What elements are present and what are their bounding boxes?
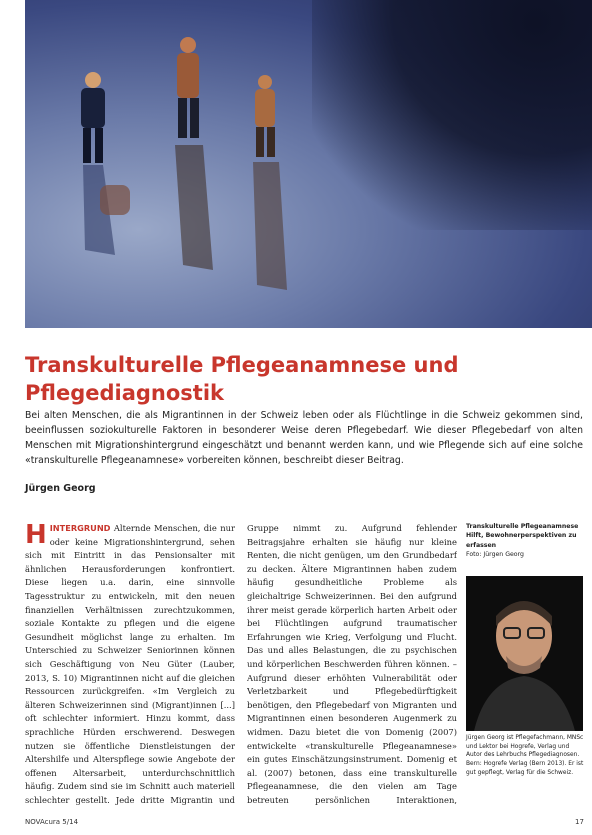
body-column-2 (247, 522, 457, 808)
dropcap: H (25, 522, 47, 550)
portrait-caption: Jürgen Georg ist Pflegefachmann, MNSc und Lektor bei Hogrefe, Verlag und Autor des Lehrbuchs Pflegediagnosen. Bern: Hogrefe Verlag (Bern 2013). Er ist gut gepflegt, Verlag für die Schweiz. (466, 735, 584, 776)
figurine-middle (175, 37, 213, 270)
image-caption (466, 522, 584, 559)
page-number: 17 (575, 818, 584, 826)
figurine-left (81, 72, 130, 255)
section-kicker: INTERGRUND (49, 523, 111, 533)
body-text-1: Alternde Menschen, die nur oder keine Migrationshintergrund, sehen sich mit Eintritt in das Pensionsalter mit ähnlichen Herausforderungen konfrontiert. Diese liegen u.a. darin, eine sinnvolle Tagesstruktur zu entwickeln, mit den neuen finanziellen Verhältnissen zurechtzukommen, soziale Kontakte zu pflegen und die eigene Gesundheit möglichst lange zu erhalten. Im Unterschied zu Schweizer Seniorinnen können sich Geschäftigung von Neu Güter (Lauber, 2013, S. 10) Migrantinnen nicht auf die gleichen Ressourcen zurückgreifen. «Im Vergleich zu älteren Schweizerinnen sind (Migrant)innen [...] oft schlechter informiert. Hinzu kommt, dass sprachliche Hürden erschwerend. Deswegen nutzen sie öffentliche Dienstleistungen der Altershilfe und Alterspflege sowie Angebote der offenen Altersarbeit, unterdurchschnittlich häufig. Zudem sind sie im Schnitt auch materiell schlechter gestellt. Jede dritte Migrantin und (25, 523, 235, 805)
figurine-right (253, 75, 287, 290)
figurines-illustration (25, 0, 592, 328)
portrait-illustration (466, 576, 583, 731)
caption-text: Hilft, Bewohnerperspektiven zu erfassen (466, 532, 577, 549)
caption-title: Transkulturelle Pflegeanamnese (466, 523, 579, 530)
article-lead: Bei alten Menschen, die als Migrantinnen in der Schweiz leben oder als Flüchtlinge in die Schweiz gekommen sind, beeinflussen soziokulturelle Faktoren in besonderer Weise deren Pflegebedarf. Wie dieser Pflegebedarf von alten Menschen mit Migrationshintergrund eingeschätzt und benannt werden kann, und wie Pflegende sich auf eine solche «transkulturelle Pflegeanamnese» vorbereiten können, beschreibt dieser Beitrag. (25, 410, 583, 466)
author-portrait (466, 576, 583, 731)
caption-credit: Foto: Jürgen Georg (466, 550, 524, 558)
body-column-1 (25, 522, 235, 808)
article-headline: Transkulturelle Pflegeanamnese und Pflegediagnostik (25, 353, 459, 405)
article-author: Jürgen Georg (25, 483, 96, 494)
footer-publication: NOVAcura 5/14 (25, 818, 79, 826)
body-text-2: Gruppe nimmt zu. Aufgrund fehlender Beitragsjahre erhalten sie häufig nur kleine Renten, die nicht genügen, um den Grundbedarf zu decken. Ältere Migrantinnen haben zudem häufig gesundheitliche Probleme als gleichaltrige Schweizerinnen. Bei den aufgrund ihrer meist gerade körperlich harten Arbeit oder bei Flüchtlingen aufgrund traumatischer Erfahrungen wie Krieg, Verfolgung und Flucht. Das und alles Belastungen, die zu psychischen und körperlichen Beschwerden führen können. – Aufgrund dieser erhöhten Vulnerabilität oder Verletzbarkeit und Pflegebedürftigkeit benötigen, den Pflegebedarf von Migranten und Migrantinnen einen besonderen Augenmerk zu widmen. Dazu bietet die von Domenig (2007) entwickelte «transkulturelle Pflegeanamnese» ein gutes Einschätzungsinstrument. Domenig et al. (2007) betonen, dass eine transkulturelle Pflegeanamnese, die den vielen am Tage betreuten persönlichen Interaktionen, (247, 523, 457, 805)
hero-photo (25, 0, 592, 328)
